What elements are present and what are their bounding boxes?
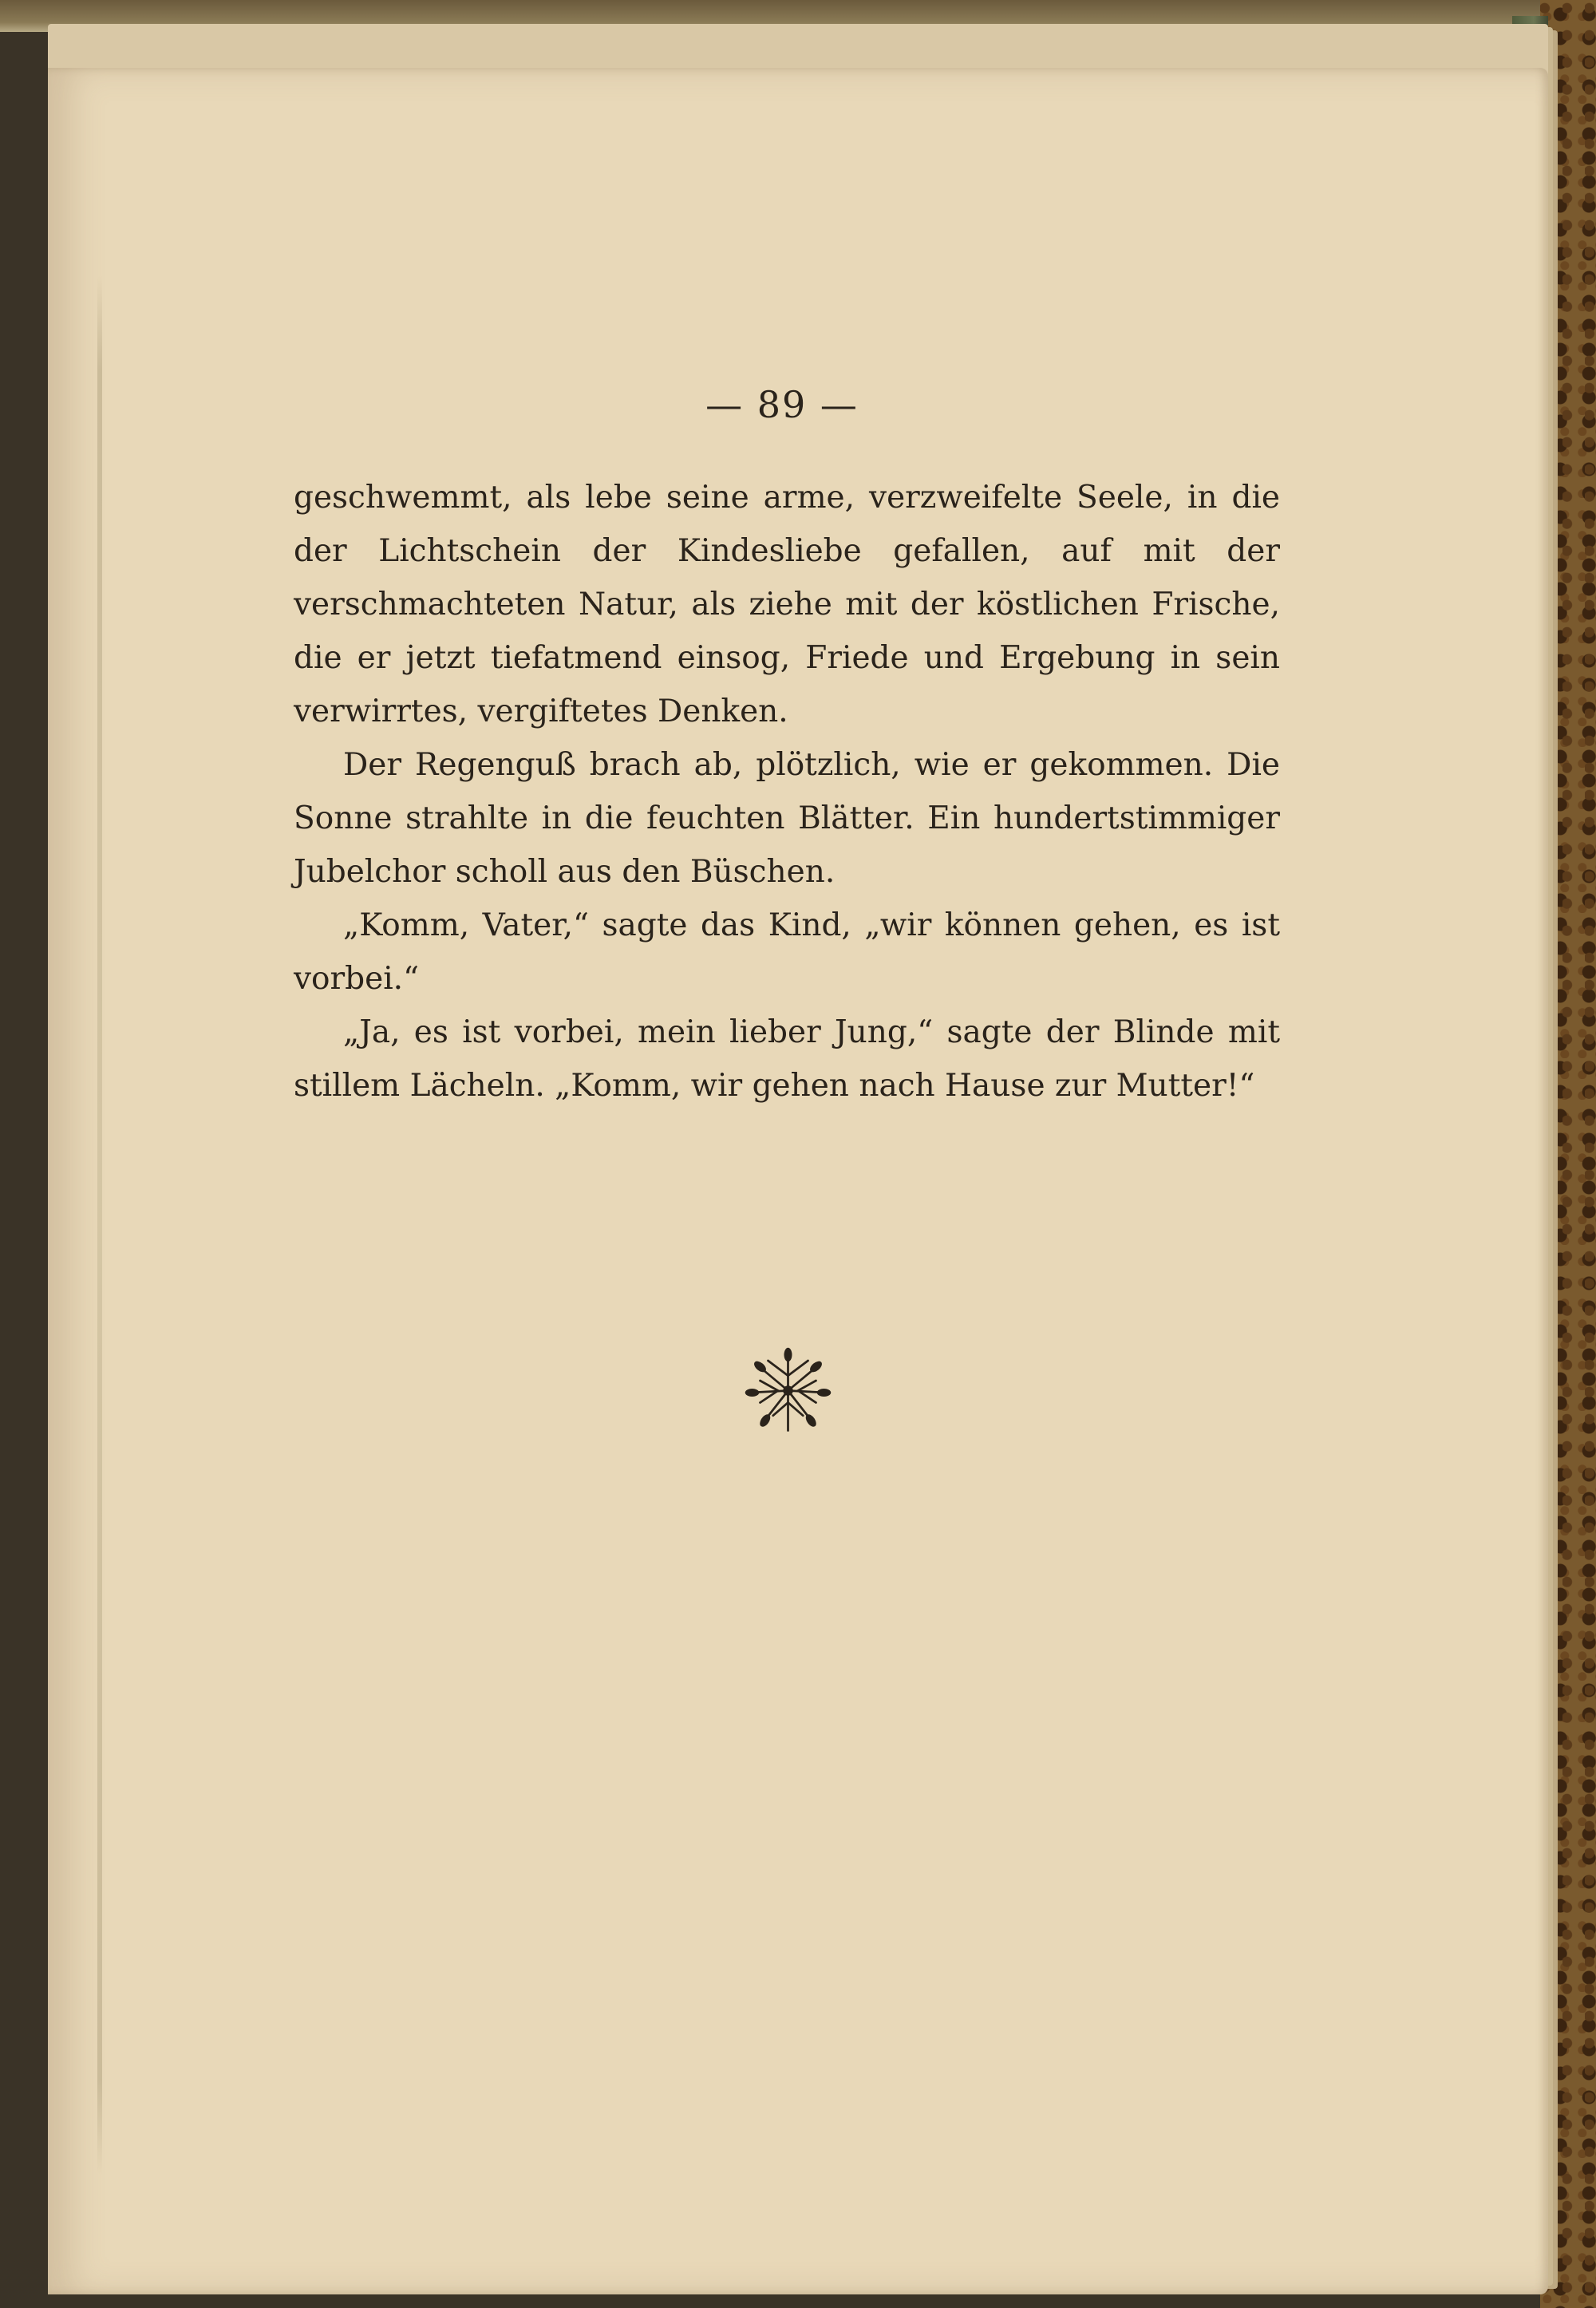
sewing-gutter — [97, 275, 102, 2175]
book-cover-marbled — [1540, 0, 1596, 2308]
book-page — [48, 68, 1548, 2294]
paragraph-2: Der Regenguß brach ab, plötzlich, wie er gekommen. Die Sonne strahlte in die feuchten Blätter. Ein hundertstimmiger Jubelchor scholl aus den Büschen. — [294, 747, 1280, 890]
page-number: — 89 — — [705, 383, 859, 426]
paragraph-1: geschwemmt, als lebe seine arme, verzweifelte Seele, in die der Lichtschein der Kindesliebe gefallen, auf mit der verschmachteten Natur, als ziehe mit der köstlichen Frische, die er jetzt tiefatmend einsog, Friede und Ergebung in sein verwirrtes, vergiftetes Denken. — [294, 480, 1280, 729]
paragraph-3: „Komm, Vater,“ sagte das Kind, „wir können gehen, es ist vorbei.“ — [294, 907, 1280, 997]
page-stack — [48, 24, 1548, 2282]
floral-vignette-icon — [738, 1341, 838, 1441]
body-text — [294, 471, 1280, 1113]
paragraph-4: „Ja, es ist vorbei, mein lieber Jung,“ sagte der Blinde mit stillem Lächeln. „Komm, wir gehen nach Hause zur Mutter!“ — [294, 1014, 1280, 1104]
